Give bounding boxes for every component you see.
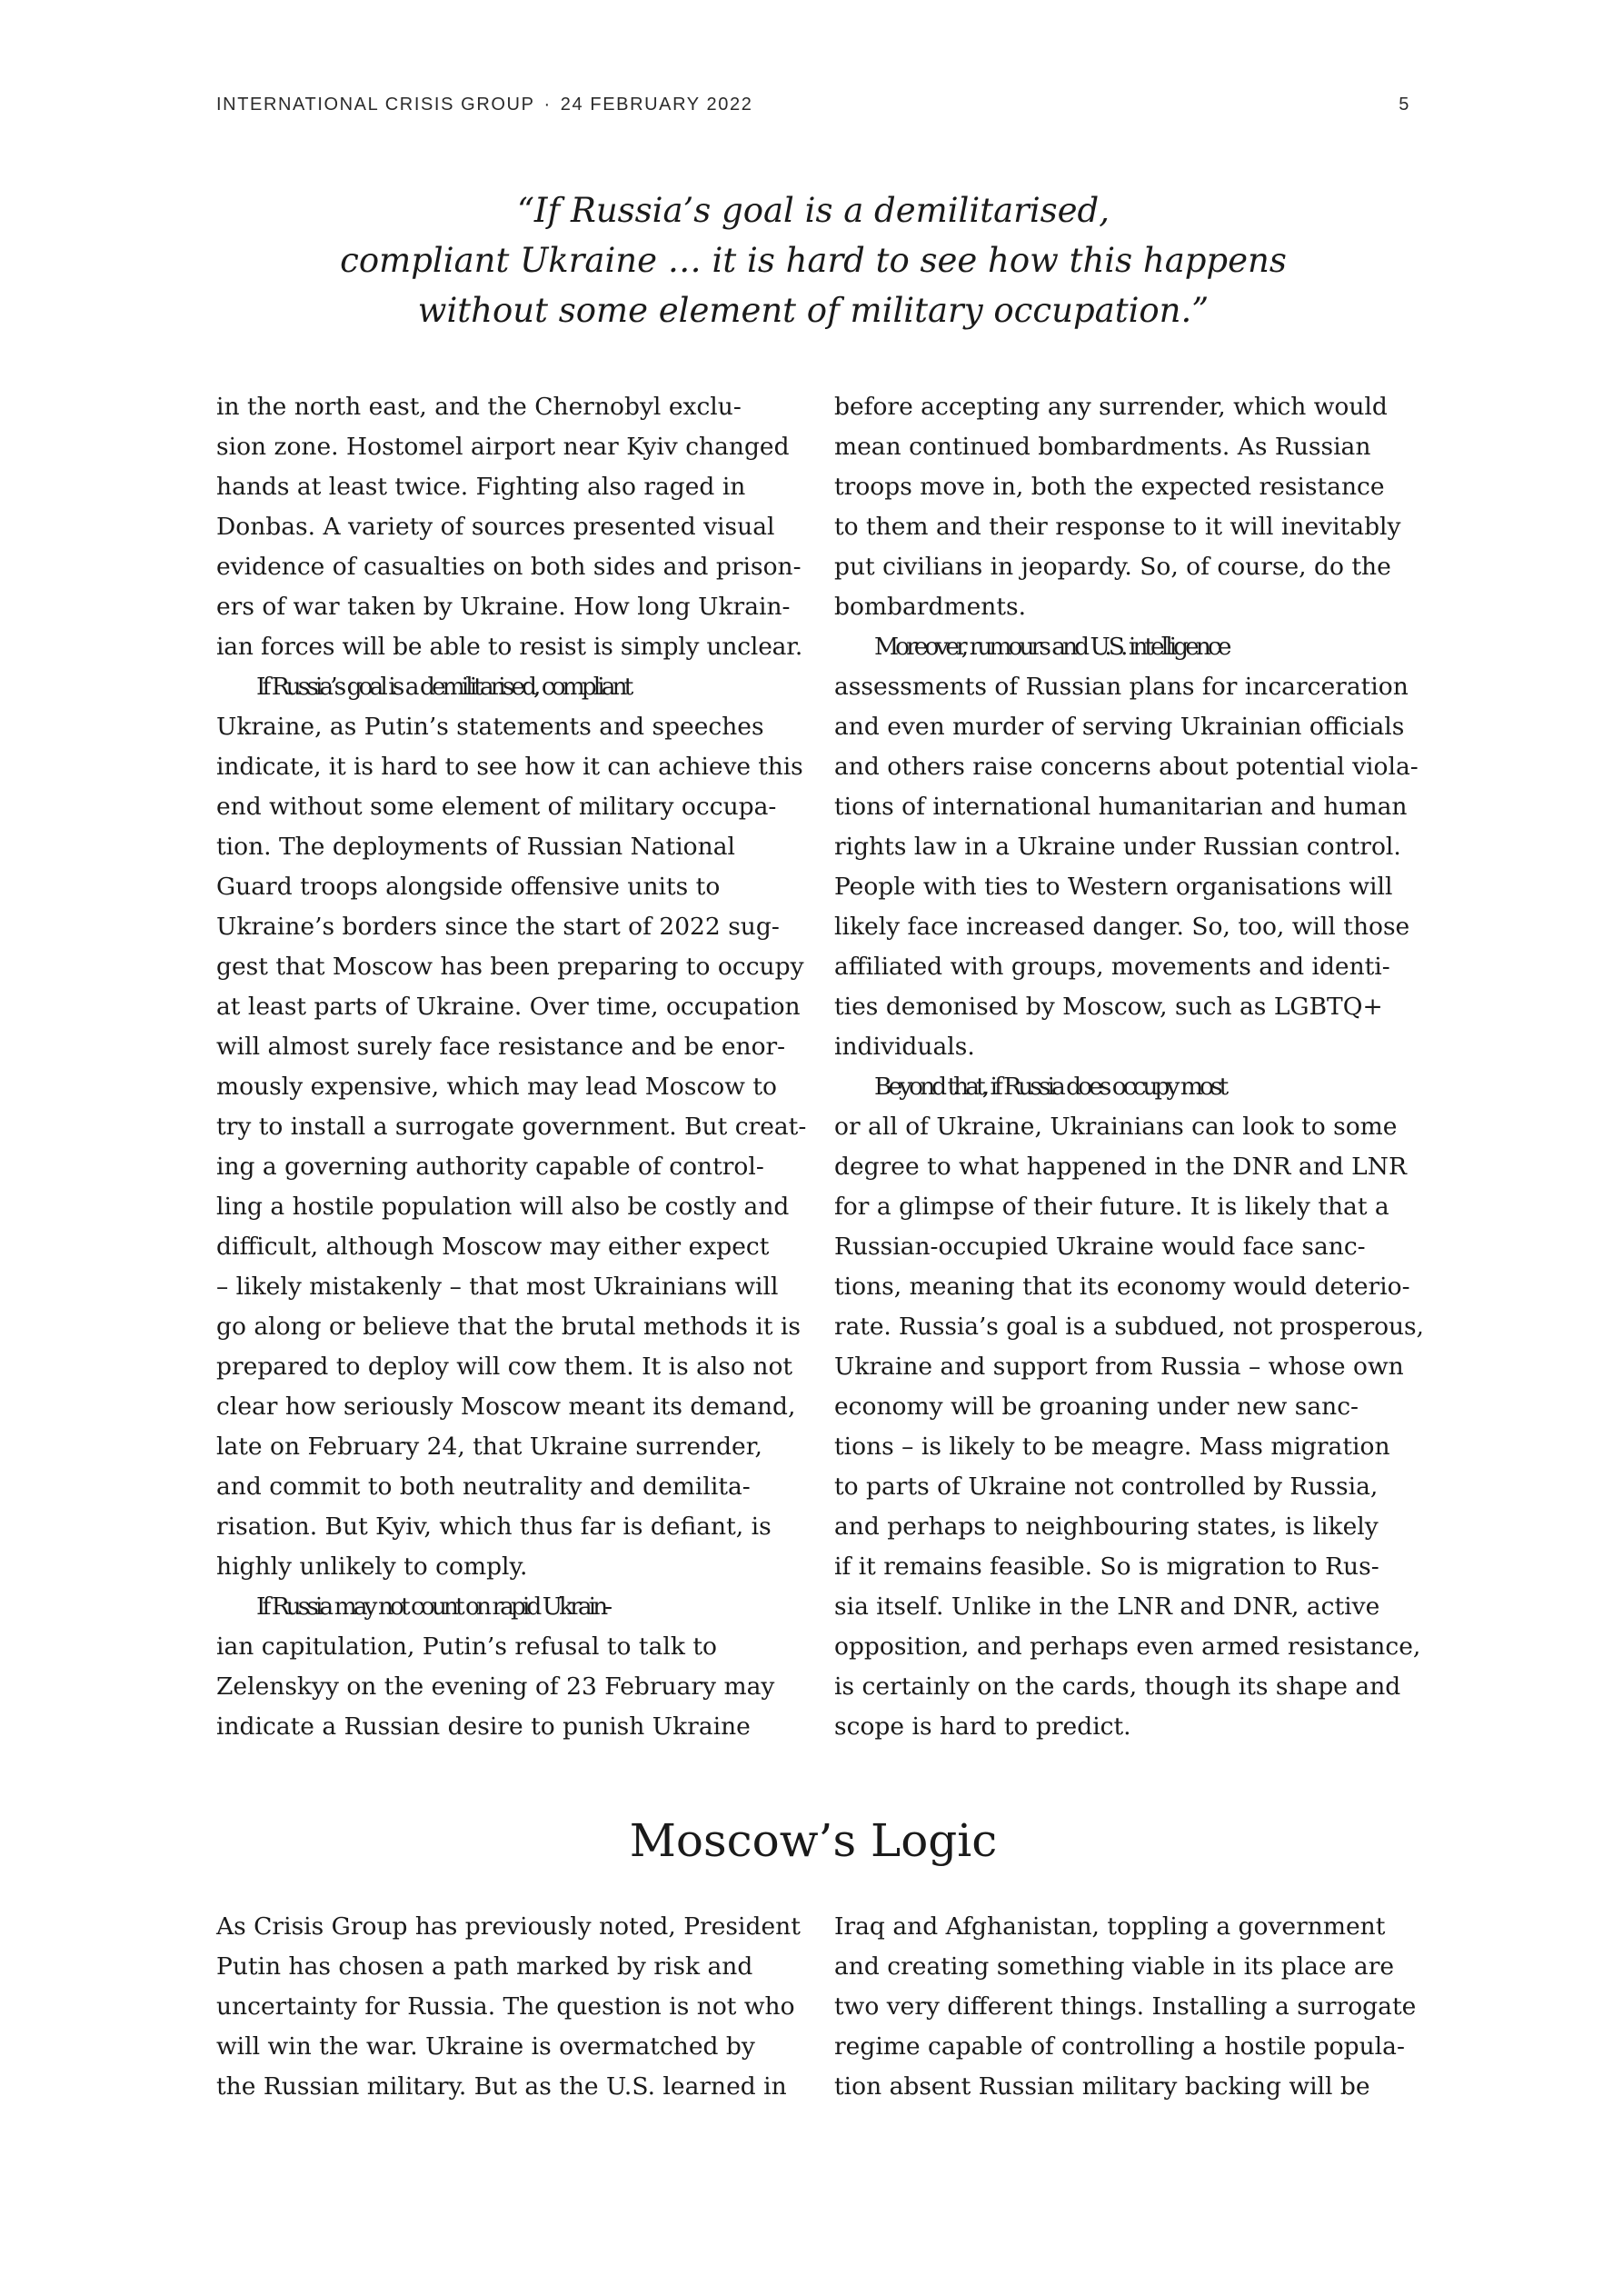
- text-line: Ukraine, as Putin’s statements and speeches: [216, 713, 764, 741]
- text-line: ian forces will be able to resist is simply unclear.: [216, 633, 803, 661]
- text-line: risation. But Kyiv, which thus far is defiant, is: [216, 1512, 772, 1541]
- text-line: difficult, although Moscow may either expect: [216, 1233, 770, 1261]
- text-line: tions – is likely to be meagre. Mass migration: [834, 1433, 1390, 1461]
- text-line: and creating something viable in its place are: [834, 1952, 1395, 1981]
- text-line: rights law in a Ukraine under Russian control.: [834, 833, 1401, 861]
- text-line: scope is hard to predict.: [834, 1712, 1131, 1741]
- text-line: if it remains feasible. So is migration to Rus-: [834, 1552, 1379, 1581]
- header-date: 24 FEBRUARY 2022: [560, 95, 753, 115]
- text-line: before accepting any surrender, which would: [834, 393, 1388, 421]
- pull-quote-line: without some element of military occupation.”: [417, 291, 1210, 330]
- text-line: hands at least twice. Fighting also raged in: [216, 473, 746, 501]
- text-line: bombardments.: [834, 593, 1026, 621]
- text-line: As Crisis Group has previously noted, President: [216, 1912, 801, 1941]
- text-line: assessments of Russian plans for incarceration: [834, 673, 1409, 701]
- text-line: troops move in, both the expected resistance: [834, 473, 1385, 501]
- text-line: tion. The deployments of Russian National: [216, 833, 735, 861]
- text-line: Russian-occupied Ukraine would face sanc-: [834, 1233, 1366, 1261]
- body-column-top-left: [216, 387, 805, 1747]
- text-line: prepared to deploy will cow them. It is also not: [216, 1353, 793, 1381]
- text-line: If Russia may not count on rapid Ukrain-: [256, 1592, 610, 1621]
- text-line: put civilians in jeopardy. So, of course, do the: [834, 553, 1391, 581]
- text-line: indicate a Russian desire to punish Ukraine: [216, 1712, 751, 1741]
- text-line: in the north east, and the Chernobyl exclu-: [216, 393, 742, 421]
- page-number: 5: [1399, 95, 1410, 115]
- text-line: ers of war taken by Ukraine. How long Ukrain-: [216, 593, 791, 621]
- text-line: Moreover, rumours and U.S. intelligence: [874, 633, 1229, 661]
- text-line: to them and their response to it will inevitably: [834, 513, 1401, 541]
- text-line: If Russia’s goal is a demilitarised, compliant: [256, 673, 631, 701]
- body-column-bottom-left: [216, 1907, 805, 2107]
- body-column-top-right: [834, 387, 1423, 1747]
- text-line: evidence of casualties on both sides and prison-: [216, 553, 802, 581]
- text-line: Zelenskyy on the evening of 23 February may: [216, 1672, 775, 1701]
- text-line: or all of Ukraine, Ukrainians can look to some: [834, 1113, 1398, 1141]
- pull-quote-line: “If Russia’s goal is a demilitarised,: [516, 191, 1110, 230]
- text-line: sia itself. Unlike in the LNR and DNR, active: [834, 1592, 1380, 1621]
- text-line: Guard troops alongside offensive units to: [216, 873, 721, 901]
- header-separator: ·: [543, 95, 552, 115]
- text-line: degree to what happened in the DNR and LNR: [834, 1153, 1407, 1181]
- text-line: Iraq and Afghanistan, toppling a government: [834, 1912, 1386, 1941]
- text-line: affiliated with groups, movements and identi-: [834, 953, 1390, 981]
- section-heading: Moscow’s Logic: [629, 1814, 998, 1867]
- text-line: two very different things. Installing a surrogate: [834, 1992, 1417, 2021]
- text-line: Donbas. A variety of sources presented visual: [216, 513, 775, 541]
- text-line: individuals.: [834, 1033, 975, 1061]
- text-line: tions of international humanitarian and human: [834, 793, 1408, 821]
- text-line: and others raise concerns about potential viola-: [834, 753, 1419, 781]
- text-line: tions, meaning that its economy would deterio-: [834, 1273, 1410, 1301]
- text-line: will almost surely face resistance and be enor-: [216, 1033, 786, 1061]
- text-line: to parts of Ukraine not controlled by Russia,: [834, 1472, 1379, 1501]
- text-line: rate. Russia’s goal is a subdued, not prosperous,: [834, 1313, 1424, 1341]
- text-line: regime capable of controlling a hostile popula-: [834, 2032, 1405, 2061]
- text-line: the Russian military. But as the U.S. learned in: [216, 2072, 787, 2101]
- text-line: and commit to both neutrality and demilita-: [216, 1472, 751, 1501]
- text-line: Beyond that, if Russia does occupy most: [874, 1073, 1226, 1101]
- text-line: highly unlikely to comply.: [216, 1552, 528, 1581]
- header-publisher: INTERNATIONAL CRISIS GROUP: [216, 95, 535, 115]
- text-line: ling a hostile population will also be costly and: [216, 1193, 790, 1221]
- text-line: gest that Moscow has been preparing to occupy: [216, 953, 804, 981]
- text-line: sion zone. Hostomel airport near Kyiv changed: [216, 433, 790, 461]
- text-line: at least parts of Ukraine. Over time, occupation: [216, 993, 801, 1021]
- text-line: Ukraine and support from Russia – whose own: [834, 1353, 1404, 1381]
- text-line: for a glimpse of their future. It is likely that a: [834, 1193, 1389, 1221]
- text-line: end without some element of military occupa-: [216, 793, 777, 821]
- text-line: mously expensive, which may lead Moscow to: [216, 1073, 777, 1101]
- text-line: and perhaps to neighbouring states, is likely: [834, 1512, 1379, 1541]
- text-line: economy will be groaning under new sanc-: [834, 1393, 1359, 1421]
- text-line: will win the war. Ukraine is overmatched by: [216, 2032, 755, 2061]
- text-line: likely face increased danger. So, too, will those: [834, 913, 1410, 941]
- text-line: Ukraine’s borders since the start of 2022 sug-: [216, 913, 780, 941]
- header-publisher-date: [216, 95, 752, 115]
- text-line: indicate, it is hard to see how it can achieve this: [216, 753, 803, 781]
- text-line: clear how seriously Moscow meant its demand,: [216, 1393, 796, 1421]
- text-line: People with ties to Western organisations will: [834, 873, 1393, 901]
- text-line: ties demonised by Moscow, such as LGBTQ+: [834, 993, 1383, 1021]
- pull-quote: [216, 185, 1410, 335]
- text-line: ian capitulation, Putin’s refusal to talk to: [216, 1632, 717, 1661]
- pull-quote-line: compliant Ukraine … it is hard to see how this happens: [340, 241, 1287, 280]
- text-line: tion absent Russian military backing will be: [834, 2072, 1370, 2101]
- text-line: try to install a surrogate government. But creat-: [216, 1113, 807, 1141]
- text-line: late on February 24, that Ukraine surrender,: [216, 1433, 762, 1461]
- text-line: Putin has chosen a path marked by risk and: [216, 1952, 753, 1981]
- text-line: mean continued bombardments. As Russian: [834, 433, 1371, 461]
- text-line: and even murder of serving Ukrainian officials: [834, 713, 1405, 741]
- text-line: uncertainty for Russia. The question is not who: [216, 1992, 795, 2021]
- text-line: go along or believe that the brutal methods it is: [216, 1313, 801, 1341]
- body-column-bottom-right: [834, 1907, 1423, 2107]
- running-header: [216, 95, 1410, 122]
- text-line: – likely mistakenly – that most Ukrainians will: [216, 1273, 779, 1301]
- text-line: ing a governing authority capable of control-: [216, 1153, 764, 1181]
- text-line: opposition, and perhaps even armed resistance,: [834, 1632, 1421, 1661]
- text-line: is certainly on the cards, though its shape and: [834, 1672, 1401, 1701]
